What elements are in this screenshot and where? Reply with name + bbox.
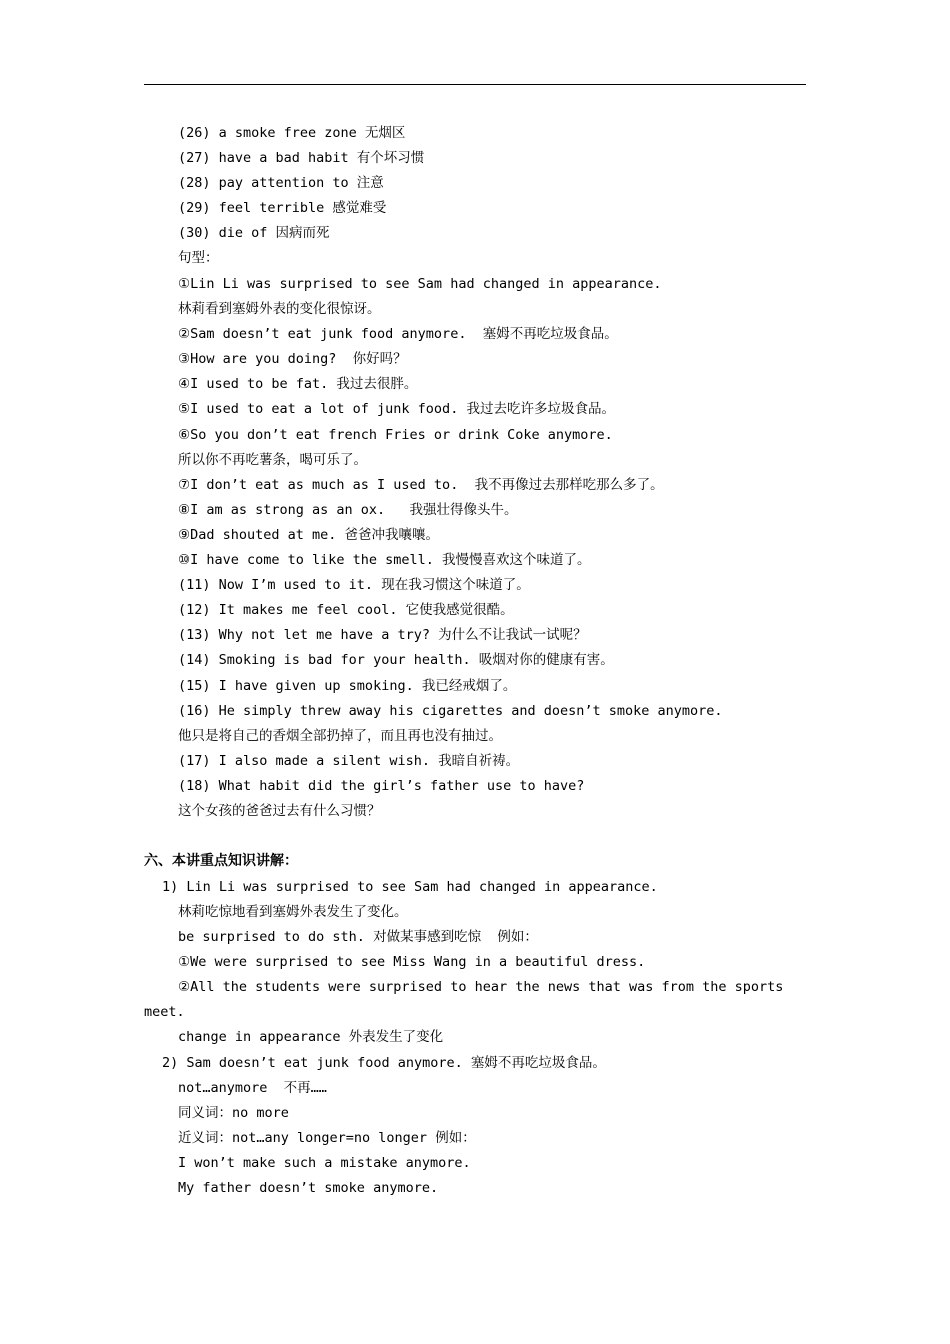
point-near-synonym: 近义词：not…any longer=no longer 例如： xyxy=(178,1130,476,1146)
phrase-item: (30) die of 因病而死 xyxy=(178,225,330,241)
point-pattern: not…anymore 不再…… xyxy=(178,1080,327,1096)
sentence-item: ⑥So you don’t eat french Fries or drink Coke anymore. xyxy=(178,427,613,443)
example-sentence: I won’t make such a mistake anymore. xyxy=(178,1155,471,1171)
example-sentence: ①We were surprised to see Miss Wang in a beautiful dress. xyxy=(178,954,646,970)
point-phrase: change in appearance 外表发生了变化 xyxy=(178,1029,444,1045)
sentence-item: ⑤I used to eat a lot of junk food. 我过去吃许多垃圾食品。 xyxy=(178,401,615,417)
header-rule xyxy=(144,84,806,85)
sentence-item: 这个女孩的爸爸过去有什么习惯？ xyxy=(178,803,381,819)
point-usage: be surprised to do sth. 对做某事感到吃惊 例如： xyxy=(178,929,538,945)
sentence-item: (16) He simply threw away his cigarettes and doesn’t smoke anymore. xyxy=(178,703,723,719)
sentence-item: ⑦I don’t eat as much as I used to. 我不再像过去那样吃那么多了。 xyxy=(178,477,664,493)
sentence-item: 他只是将自己的香烟全部扔掉了，而且再也没有抽过。 xyxy=(178,728,502,744)
example-sentence: ②All the students were surprised to hear the news that was from the sports xyxy=(178,979,784,995)
sentence-item: (12) It makes me feel cool. 它使我感觉很酷。 xyxy=(178,602,514,618)
sentence-item: (18) What habit did the girl’s father use to have? xyxy=(178,778,585,794)
sentence-item: 所以你不再吃薯条，喝可乐了。 xyxy=(178,452,367,468)
sentence-item: ⑨Dad shouted at me. 爸爸冲我嚷嚷。 xyxy=(178,527,440,543)
sentence-item: ④I used to be fat. 我过去很胖。 xyxy=(178,376,418,392)
sentence-item: ③How are you doing? 你好吗？ xyxy=(178,351,407,367)
sentence-item: ①Lin Li was surprised to see Sam had changed in appearance. xyxy=(178,276,662,292)
section-heading: 六、本讲重点知识讲解： xyxy=(144,853,298,869)
sentence-heading: 句型： xyxy=(178,250,219,266)
point-translation: 林莉吃惊地看到塞姆外表发生了变化。 xyxy=(178,904,408,920)
point-synonym: 同义词：no more xyxy=(178,1105,289,1121)
point-title: 2) Sam doesn’t eat junk food anymore. 塞姆不再吃垃圾食品。 xyxy=(162,1055,606,1071)
sentence-item: (17) I also made a silent wish. 我暗自祈祷。 xyxy=(178,753,520,769)
sentence-item: (14) Smoking is bad for your health. 吸烟对你的健康有害。 xyxy=(178,652,614,668)
point-title: 1) Lin Li was surprised to see Sam had changed in appearance. xyxy=(162,879,658,895)
sentence-item: (15) I have given up smoking. 我已经戒烟了。 xyxy=(178,678,517,694)
example-sentence: My father doesn’t smoke anymore. xyxy=(178,1180,439,1196)
phrase-item: (29) feel terrible 感觉难受 xyxy=(178,200,387,216)
phrase-item: (28) pay attention to 注意 xyxy=(178,175,384,191)
sentence-item: ⑧I am as strong as an ox. 我强壮得像头牛。 xyxy=(178,502,518,518)
phrase-item: (27) have a bad habit 有个坏习惯 xyxy=(178,150,425,166)
sentence-item: ⑩I have come to like the smell. 我慢慢喜欢这个味道了。 xyxy=(178,552,591,568)
phrase-item: (26) a smoke free zone 无烟区 xyxy=(178,125,406,141)
example-sentence-continuation: meet. xyxy=(144,1004,185,1020)
sentence-item: 林莉看到塞姆外表的变化很惊讶。 xyxy=(178,301,381,317)
sentence-item: (13) Why not let me have a try? 为什么不让我试一试呢？ xyxy=(178,627,587,643)
sentence-item: ②Sam doesn’t eat junk food anymore. 塞姆不再吃垃圾食品。 xyxy=(178,326,618,342)
sentence-item: (11) Now I’m used to it. 现在我习惯这个味道了。 xyxy=(178,577,530,593)
